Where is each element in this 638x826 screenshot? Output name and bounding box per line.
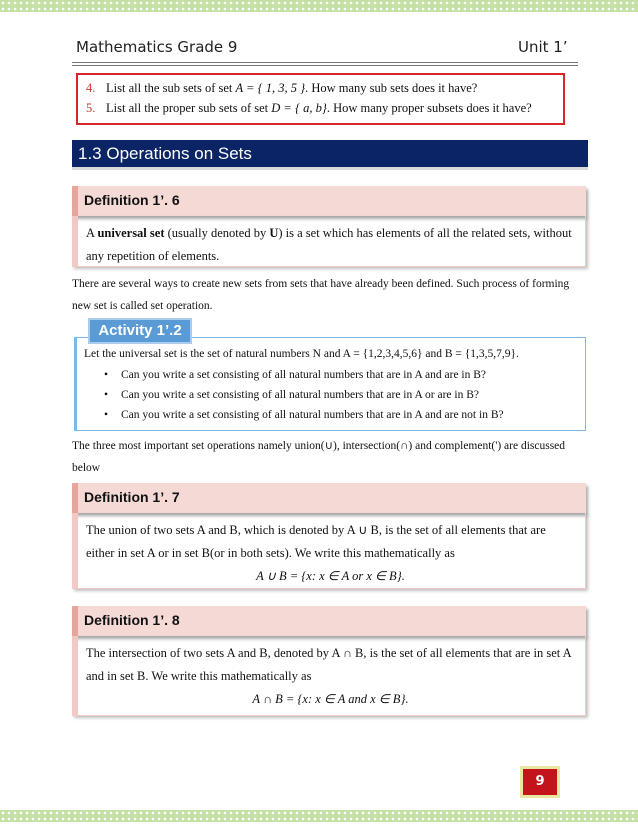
definition-8-body [72,636,586,716]
header-title: Mathematics Grade 9 [76,38,238,56]
set-operation-paragraph: There are several ways to create new sets from sets that have already been defined. Such process of forming new set is called set operation. [72,278,570,312]
exercise-item: 4. List all the sub sets of set A = { 1, 3, 5 }. How many sub sets does it have? [86,81,478,95]
definition-7-body [72,513,586,589]
header-unit: Unit 1’ [518,38,568,56]
definition-8-header [72,606,586,636]
activity-intro: Let the universal set is the set of natural numbers N and A = {1,2,3,4,5,6} and B = {1,3,5,7,9}. [84,348,519,360]
activity-title: Activity 1’.2 [88,318,192,344]
bullet-icon: • [104,409,109,421]
definition-7-line2: either in set A or in set B(or in both sets). We write this mathematically as [86,546,455,560]
activity-bullet: • Can you write a set consisting of all natural numbers that are in A and are not in B? [104,409,504,421]
bottom-decorative-border [0,810,638,822]
activity-bullet: • Can you write a set consisting of all natural numbers that are in A or are in B? [104,389,480,401]
definition-7-title: Definition 1’. 7 [84,489,180,505]
bullet-icon: • [104,369,109,381]
header-rule-second [72,65,578,66]
top-decorative-border [0,0,638,12]
activity-bullet: • Can you write a set consisting of all natural numbers that are in A and are in B? [104,369,487,381]
definition-8-line2: and in set B. We write this mathematically as [86,669,312,683]
header-rule [72,62,578,63]
union-equation: A ∪ B = {x: x ∈ A or x ∈ B}. [256,569,405,583]
intersection-equation: A ∩ B = {x: x ∈ A and x ∈ B}. [252,692,409,706]
definition-6-body: A universal set (usually denoted by U) is a set which has elements of all the related sets, without any repetition of elements. [72,216,586,267]
definition-8-title: Definition 1’. 8 [84,612,180,628]
exercise-box [76,73,565,125]
exercise-item: 5. List all the proper sub sets of set D = { a, b}. How many proper subsets does it have? [86,101,532,115]
bullet-icon: • [104,389,109,401]
page-number: 9 [520,766,560,798]
section-heading: 1.3 Operations on Sets [72,140,588,170]
definition-8-line1: The intersection of two sets A and B, denoted by A ∩ B, is the set of all elements that are in set A [86,646,572,660]
definition-7-header [72,483,586,513]
set-operations-paragraph: The three most important set operations namely union(∪), intersection(∩) and complement(') are discussed below [72,440,566,474]
definition-7-line1: The union of two sets A and B, which is denoted by A ∪ B, is the set of all elements that are [86,523,546,537]
definition-6-title: Definition 1’. 6 [84,192,180,208]
definition-6-header [72,186,586,216]
